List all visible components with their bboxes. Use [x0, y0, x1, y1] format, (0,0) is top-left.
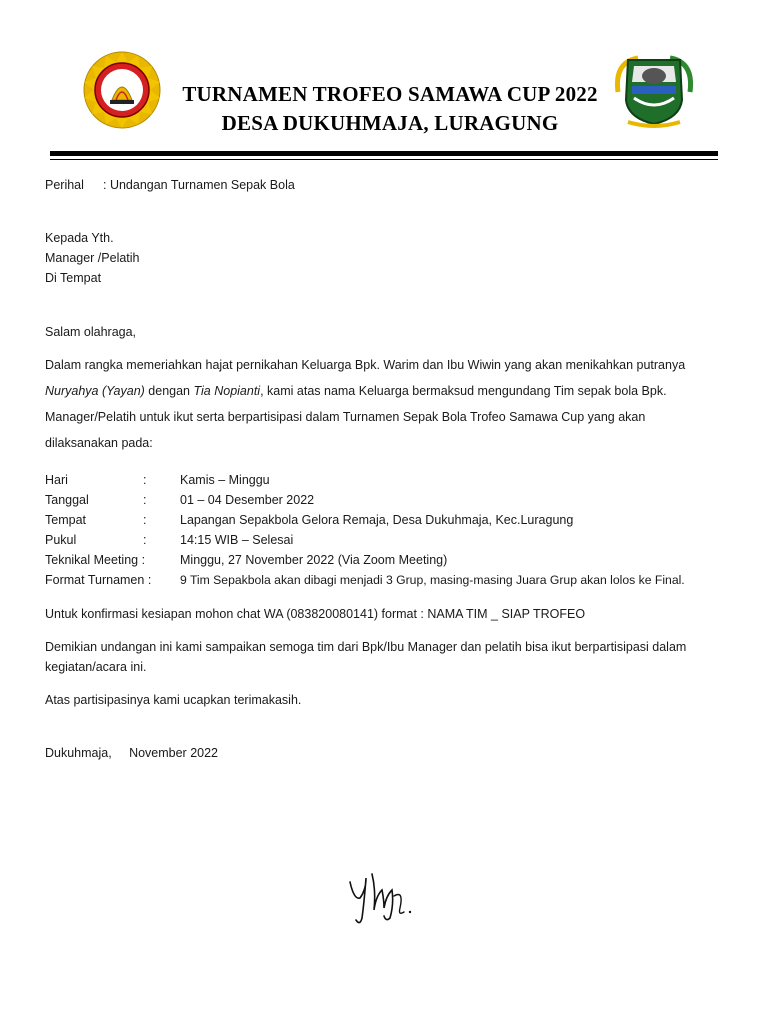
body-line4: dilaksanakan pada: [45, 436, 153, 450]
closing-line1: Demikian undangan ini kami sampaikan semoga tim dari Bpk/Ibu Manager dan pelatih bisa ikut berpartisipasi dalam [45, 640, 687, 654]
schedule-colon: : [143, 493, 147, 507]
perihal-label: Perihal [45, 178, 84, 192]
schedule-label: Format Turnamen : [45, 573, 152, 587]
body-line2-mid: dengan [144, 384, 194, 398]
header-title-line2: DESA DUKUHMAJA, LURAGUNG [221, 111, 559, 135]
schedule-colon: : [143, 513, 147, 527]
schedule-label: Pukul [45, 533, 77, 547]
closing-line2: kegiatan/acara ini. [45, 660, 147, 674]
schedule-value: Kamis – Minggu [180, 473, 270, 487]
confirmation-text: Untuk konfirmasi kesiapan mohon chat WA (083820080141) format : NAMA TIM _ SIAP TROFEO [45, 607, 586, 621]
schedule-value: Minggu, 27 November 2022 (Via Zoom Meeting) [180, 553, 448, 567]
schedule-value: Lapangan Sepakbola Gelora Remaja, Desa Dukuhmaja, Kec.Luragung [180, 513, 574, 527]
bride-name: Tia Nopianti [193, 384, 261, 398]
handwritten-signature [340, 860, 430, 930]
addressee-line1: Kepada Yth. [45, 231, 114, 245]
thanks-text: Atas partisipasinya kami ucapkan terimakasih. [45, 693, 302, 707]
greeting: Salam olahraga, [45, 325, 137, 339]
addressee-line2: Manager /Pelatih [45, 251, 140, 265]
body-line3: Manager/Pelatih untuk ikut serta berpartisipasi dalam Turnamen Sepak Bola Trofeo Samawa Cup yang akan [45, 410, 646, 424]
schedule-value: 01 – 04 Desember 2022 [180, 493, 315, 507]
groom-name: Nuryahya (Yayan) [45, 384, 145, 398]
body-line1: Dalam rangka memeriahkan hajat pernikahan Keluarga Bpk. Warim dan Ibu Wiwin yang akan menikahkan putranya [45, 358, 686, 372]
addressee-line3: Di Tempat [45, 271, 102, 285]
place-date: Dukuhmaja, November 2022 [45, 746, 219, 760]
body-line2-rest: , kami atas nama Keluarga bermaksud mengundang Tim sepak bola Bpk. [260, 384, 667, 398]
schedule-label: Teknikal Meeting : [45, 553, 146, 567]
schedule-value: 9 Tim Sepakbola akan dibagi menjadi 3 Grup, masing-masing Juara Grup akan lolos ke Final. [180, 573, 685, 587]
schedule-colon: : [143, 473, 147, 487]
body-line2 [45, 383, 667, 399]
schedule-value: 14:15 WIB – Selesai [180, 533, 294, 547]
header-divider-thin [50, 159, 718, 160]
schedule-label: Tanggal [45, 493, 89, 507]
schedule-label: Tempat [45, 513, 86, 527]
header-divider-thick [50, 151, 718, 156]
schedule-colon: : [143, 533, 147, 547]
perihal-value: : Undangan Turnamen Sepak Bola [103, 178, 295, 192]
header-title-line1: TURNAMEN TROFEO SAMAWA CUP 2022 [182, 82, 598, 106]
schedule-label: Hari [45, 473, 68, 487]
